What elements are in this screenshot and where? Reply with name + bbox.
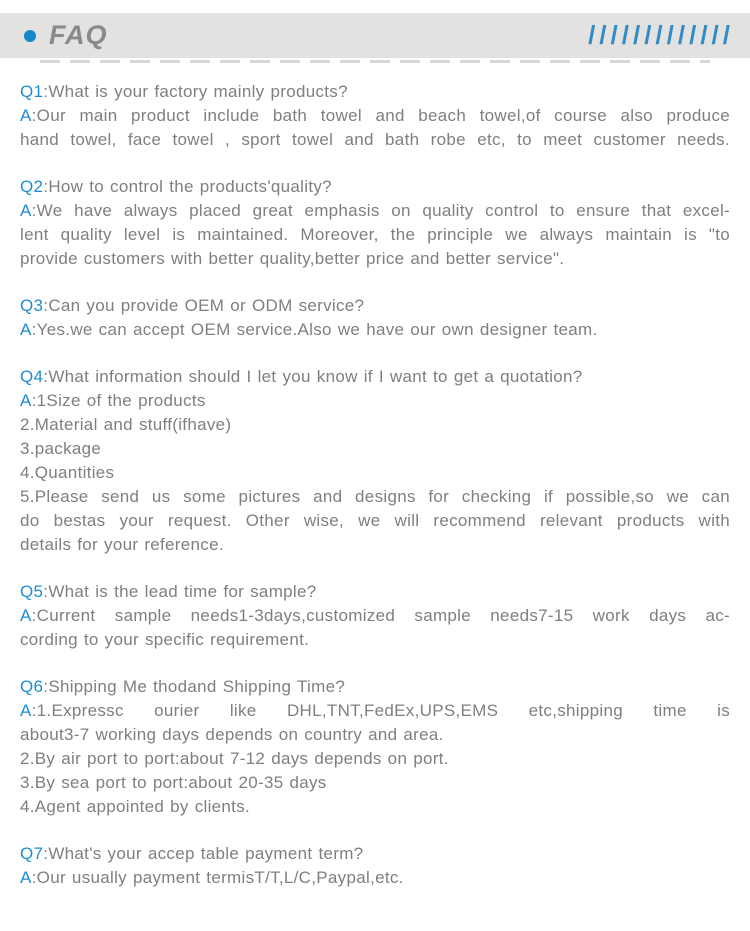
faq-header-bar [0, 13, 750, 58]
label-separator: : [43, 677, 49, 696]
label-separator: : [31, 320, 37, 339]
label-separator: : [31, 606, 37, 625]
bullet-dot-icon [24, 30, 36, 42]
answer-line: provide customers with better quality,better price and better service". [20, 249, 565, 268]
page-title: FAQ [49, 20, 108, 50]
answer-label: A [20, 701, 32, 720]
question-text: How to control the products'quality? [48, 177, 332, 196]
answer-label: A [20, 320, 32, 339]
answer-line: hand towel, face towel , sport towel and bath robe etc, to meet customer needs. [20, 130, 730, 149]
answer-text: Our usually payment termisT/T,L/C,Paypal,etc. [36, 868, 404, 887]
faq-content [0, 63, 750, 890]
answer-line: 2.Material and stuff(ifhave) [20, 415, 232, 434]
label-separator: : [43, 177, 49, 196]
question-text: What is your factory mainly products? [48, 82, 348, 101]
answer-label: A [20, 391, 32, 410]
question-label: Q3 [20, 296, 44, 315]
label-separator: : [31, 701, 37, 720]
label-separator: : [31, 201, 37, 220]
answer-line [20, 199, 730, 223]
question-label: Q6 [20, 677, 44, 696]
answer-label: A [20, 201, 32, 220]
question-line [20, 294, 730, 318]
label-separator: : [43, 582, 49, 601]
question-line [20, 842, 730, 866]
answer-line: do bestas your request. Other wise, we will recommend relevant products with [20, 511, 730, 530]
answer-line [20, 389, 730, 413]
slashes-decoration-icon: ///////////// [588, 20, 734, 50]
label-separator: : [31, 868, 37, 887]
question-line [20, 365, 730, 389]
answer-text: Our main product include bath towel and beach towel,of course also produce [36, 106, 730, 125]
answer-line [20, 604, 730, 628]
label-separator: : [43, 844, 49, 863]
answer-text: Current sample needs1-3days,customized sample needs7-15 work days ac- [36, 606, 730, 625]
question-label: Q7 [20, 844, 44, 863]
answer-line: about3-7 working days depends on country and area. [20, 725, 444, 744]
answer-text: We have always placed great emphasis on quality control to ensure that excel- [36, 201, 730, 220]
question-line [20, 80, 730, 104]
question-label: Q5 [20, 582, 44, 601]
label-separator: : [43, 367, 49, 386]
answer-label: A [20, 868, 32, 887]
faq-item [20, 80, 730, 152]
top-margin-strip [0, 0, 750, 13]
question-label: Q4 [20, 367, 44, 386]
label-separator: : [31, 391, 37, 410]
faq-item [20, 580, 730, 652]
question-line [20, 675, 730, 699]
question-label: Q1 [20, 82, 44, 101]
question-text: Shipping Me thodand Shipping Time? [48, 677, 346, 696]
answer-text: 1.Expressc ourier like DHL,TNT,FedEx,UPS,EMS etc,shipping time is [36, 701, 730, 720]
faq-item [20, 842, 730, 890]
answer-line: cording to your specific requirement. [20, 630, 310, 649]
question-text: What's your accep table payment term? [48, 844, 364, 863]
answer-line [20, 104, 730, 128]
answer-line: 3.package [20, 439, 102, 458]
question-text: What information should I let you know if I want to get a quotation? [48, 367, 583, 386]
answer-label: A [20, 106, 32, 125]
answer-line [20, 866, 730, 890]
answer-line: 3.By sea port to port:about 20-35 days [20, 773, 327, 792]
answer-line: 4.Agent appointed by clients. [20, 797, 251, 816]
label-separator: : [43, 82, 49, 101]
faq-item [20, 175, 730, 271]
label-separator: : [31, 106, 37, 125]
faq-item [20, 365, 730, 557]
question-label: Q2 [20, 177, 44, 196]
answer-line: 5.Please send us some pictures and designs for checking if possible,so we can [20, 487, 730, 506]
answer-text: Yes.we can accept OEM service.Also we have our own designer team. [36, 320, 598, 339]
answer-label: A [20, 606, 32, 625]
question-line [20, 580, 730, 604]
answer-text: 1Size of the products [36, 391, 206, 410]
question-line [20, 175, 730, 199]
answer-line: lent quality level is maintained. Moreover, the principle we always maintain is "to [20, 225, 730, 244]
question-text: What is the lead time for sample? [48, 582, 317, 601]
answer-line: 2.By air port to port:about 7-12 days depends on port. [20, 749, 449, 768]
answer-line [20, 699, 730, 723]
answer-line: 4.Quantities [20, 463, 115, 482]
label-separator: : [43, 296, 49, 315]
question-text: Can you provide OEM or ODM service? [48, 296, 365, 315]
faq-item [20, 675, 730, 819]
answer-line [20, 318, 730, 342]
faq-item [20, 294, 730, 342]
answer-line: details for your reference. [20, 535, 224, 554]
